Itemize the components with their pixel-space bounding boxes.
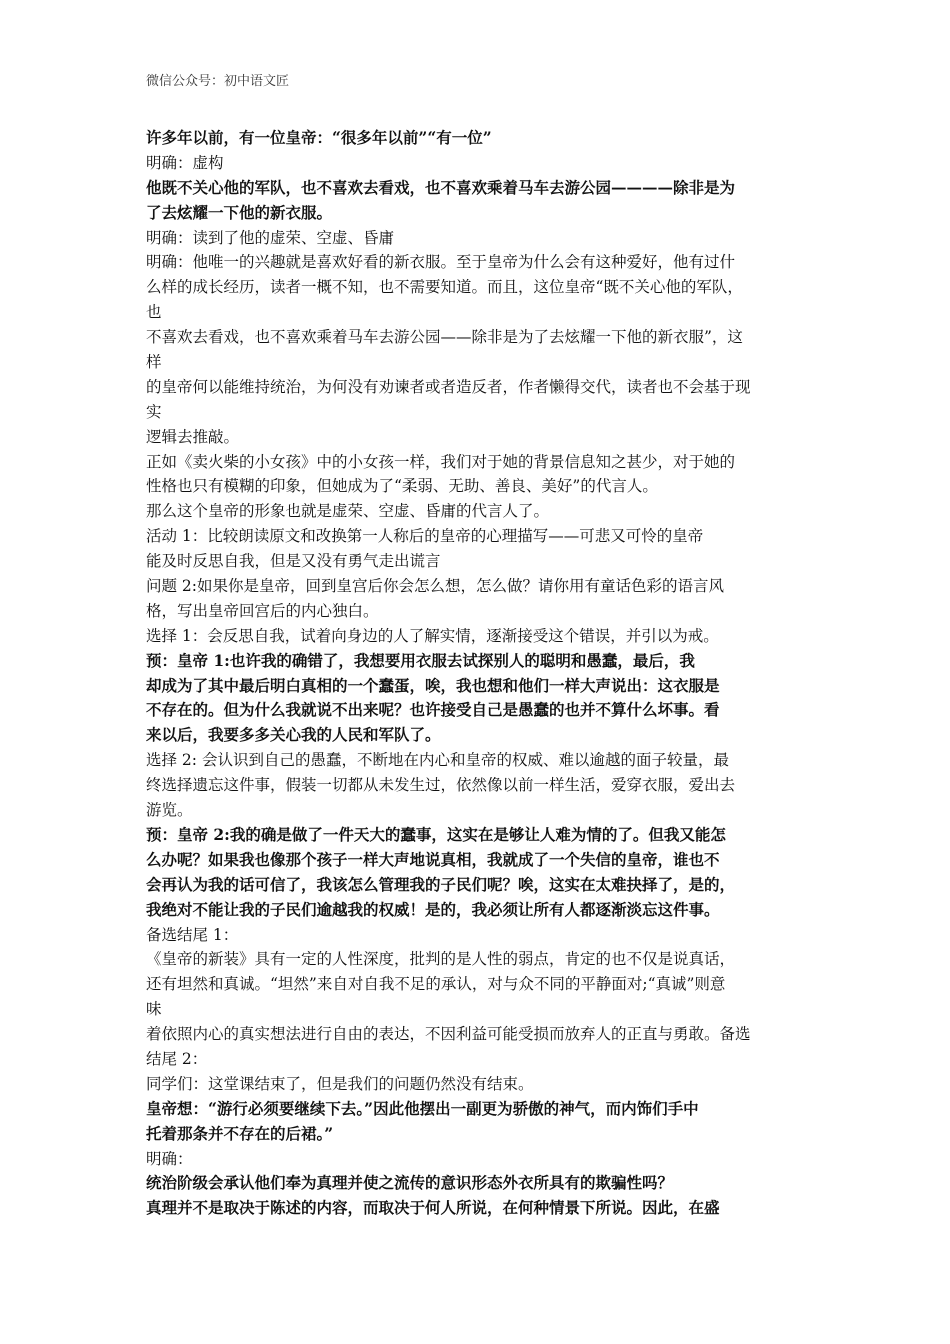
text-line: 备选结尾 1： [146,925,239,944]
text-line: 许多年以前，有一位皇帝：“很多年以前”“有一位” [146,128,492,147]
text-line: 却成为了其中最后明白真相的一个蠢蛋，唉，我也想和他们一样大声说出：这衣服是 [146,675,720,695]
text-line: 能及时反思自我，但是又没有勇气走出谎言 [146,552,441,571]
text-line: 结尾 2： [146,1049,208,1068]
text-line: 预：皇帝 2:我的确是做了一件天大的蠢事，这实在是够让人难为情的了。但我又能怎 [146,824,726,844]
text-line: 正如《卖火柴的小女孩》中的小女孩一样，我们对于她的背景信息知之甚少，对于她的 [146,452,736,471]
text-line: 么办呢？如果我也像那个孩子一样大声地说真相，我就成了一个失信的皇帝，谁也不 [146,849,720,869]
text-line: 着依照内心的真实想法进行自由的表达，不因利益可能受损而放弃人的正直与勇敢。备选 [146,1025,751,1044]
document-body [146,126,816,1221]
text-line: 不存在的。但为什么我就说不出来呢？也许接受自己是愚蠢的也并不算什么坏事。看 [146,700,720,720]
text-line: 我绝对不能让我的子民们逾越我的权威！是的，我必须让所有人都逐渐淡忘这件事。 [146,899,720,919]
page-header: 微信公众号：初中语文匠 [146,74,290,89]
text-line: 格，写出皇帝回宫后的内心独白。 [146,601,379,620]
text-line: 托着那条并不存在的后裙。” [146,1123,334,1143]
text-line: 来以后，我要多多关心我的人民和军队了。 [146,725,441,745]
text-line: 同学们：这堂课结束了，但是我们的问题仍然没有结束。 [146,1074,534,1093]
text-line: 会再认为我的话可信了，我该怎么管理我的子民们呢？唉，这实在太难抉择了，是的， [146,874,736,894]
text-line: 终选择遗忘这件事，假装一切都从未发生过，依然像以前一样生活，爱穿衣服，爱出去 [146,776,736,795]
text-line: 味 [146,1000,162,1019]
text-line: 预：皇帝 1:也许我的确错了，我想要用衣服去试探别人的聪明和愚蠢，最后，我 [146,650,695,670]
text-line: 不喜欢去看戏，也不喜欢乘着马车去游公园——除非是为了去炫耀一下他的新衣服”，这 [146,328,743,347]
text-line: 实 [146,402,162,421]
text-line: 了去炫耀一下他的新衣服。 [146,202,333,222]
text-line: 也 [146,303,162,322]
text-line: 么样的成长经历，读者一概不知，也不需要知道。而且，这位皇帝“既不关心他的军队， [146,278,743,297]
text-line: 样 [146,353,162,372]
text-line: 明确： [146,1149,193,1168]
text-line: 那么这个皇帝的形象也就是虚荣、空虚、昏庸的代言人了。 [146,502,550,521]
text-line: 皇帝想：“游行必须要继续下去。”因此他摆出一副更为骄傲的神气，而内饰们手中 [146,1098,699,1118]
text-line: 《皇帝的新装》具有一定的人性深度，批判的是人性的弱点，肯定的也不仅是说真话， [146,950,736,969]
text-line: 性格也只有模糊的印象，但她成为了“柔弱、无助、善良、美好”的代言人。 [146,477,658,496]
text-line: 选择 1：会反思自我，试着向身边的人了解实情，逐渐接受这个错误，并引以为戒。 [146,626,719,645]
text-line: 活动 1：比较朗读原文和改换第一人称后的皇帝的心理描写——可悲又可怜的皇帝 [146,527,704,546]
text-line: 问题 2:如果你是皇帝，回到皇宫后你会怎么想，怎么做？请你用有童话色彩的语言风 [146,577,725,596]
text-line: 逻辑去推敲。 [146,427,240,446]
text-line: 明确：读到了他的虚荣、空虚、昏庸 [146,228,395,247]
text-line: 的皇帝何以能维持统治，为何没有劝谏者或者造反者，作者懒得交代，读者也不会基于现 [146,377,751,396]
text-line: 还有坦然和真诚。“坦然”来自对自我不足的承认，对与众不同的平静面对;“真诚”则意 [146,975,726,994]
text-line: 统治阶级会承认他们奉为真理并使之流传的意识形态外衣所具有的欺骗性吗？ [146,1173,674,1193]
text-line: 真理并不是取决于陈述的内容，而取决于何人所说，在何种情景下所说。因此，在盛 [146,1198,720,1218]
text-line: 明确：他唯一的兴趣就是喜欢好看的新衣服。至于皇帝为什么会有这种爱好，他有过什 [146,253,736,272]
text-line: 游览。 [146,801,193,820]
text-line: 明确：虚构 [146,153,224,172]
text-line: 他既不关心他的军队，也不喜欢去看戏，也不喜欢乘着马车去游公园————除非是为 [146,177,736,197]
text-line: 选择 2: 会认识到自己的愚蠢，不断地在内心和皇帝的权威、难以逾越的面子较量，最 [146,751,729,770]
